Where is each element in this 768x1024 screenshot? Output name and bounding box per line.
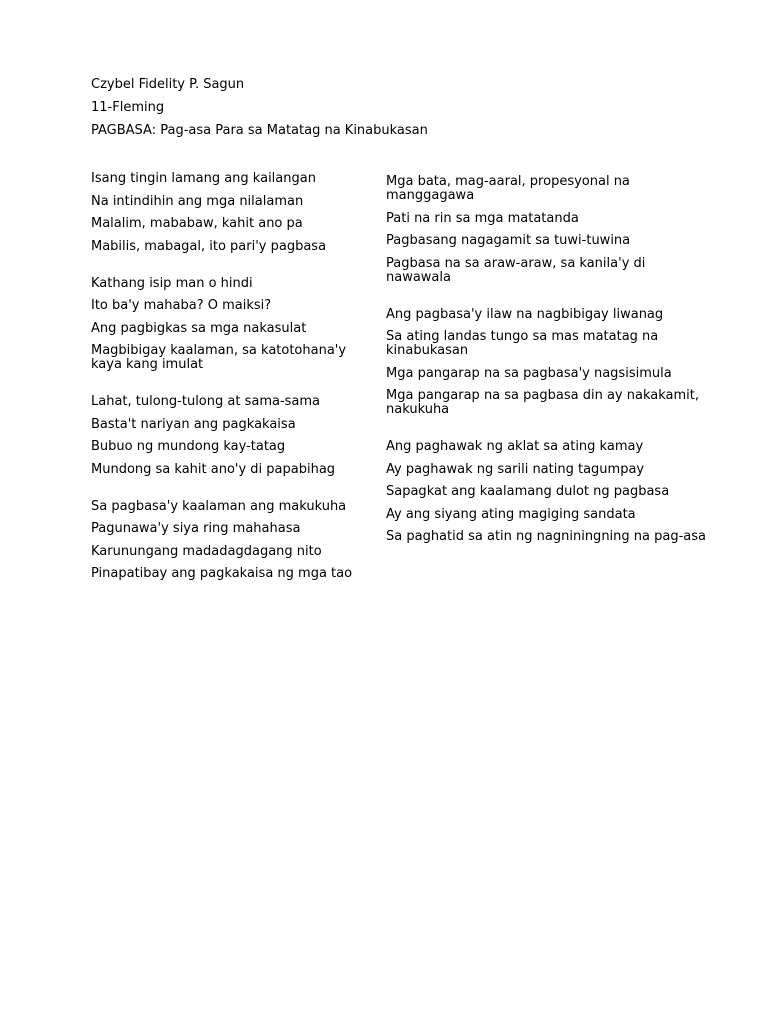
poem-line: Kathang isip man o hindi [91, 275, 253, 291]
poem-left-column [91, 172, 366, 604]
poem-title: PAGBASA: Pag-asa Para sa Matatag na Kinabukasan [91, 123, 428, 138]
poem-line: Magbibigay kaalaman, sa katotohana'y kaya kang imulat [91, 343, 347, 372]
stanza [386, 308, 706, 418]
document-header [91, 77, 691, 146]
stanza [386, 175, 706, 285]
author-name: Czybel Fidelity P. Sagun [91, 77, 245, 92]
poem-line: Malalim, mababaw, kahit ano pa [91, 216, 303, 231]
poem-line: Mundong sa kahit ano'y di papabihag [91, 461, 336, 477]
poem-right-column [386, 175, 706, 567]
poem-line: Ay ang siyang ating magiging sandata [386, 506, 636, 522]
poem-line: Bubuo ng mundong kay-tatag [91, 439, 286, 454]
stanza [91, 277, 366, 373]
poem-line: Karunungang madadagdagang nito [91, 543, 322, 559]
poem-line: Mga bata, mag-aaral, propesyonal na manggagawa [386, 174, 630, 203]
poem-line: Sa ating landas tungo sa mas matatag na kinabukasan [386, 329, 659, 358]
poem-line: Na intindihin ang mga nilalaman [91, 193, 304, 209]
poem-line: Pagbasa na sa araw-araw, sa kanila'y di nawawala [386, 255, 646, 285]
poem-line: Pagbasang nagagamit sa tuwi-tuwina [386, 233, 631, 248]
poem-line: Sa pagbasa'y kaalaman ang makukuha [91, 498, 347, 514]
stanza [91, 172, 366, 254]
poem-line: Lahat, tulong-tulong at sama-sama [91, 394, 321, 409]
stanza [91, 395, 366, 477]
poem-line: Pati na rin sa mga matatanda [386, 210, 579, 226]
poem-line: Ang pagbasa'y ilaw na nagbibigay liwanag [386, 306, 664, 322]
poem-line: Isang tingin lamang ang kailangan [91, 171, 316, 186]
poem-line: Ito ba'y mahaba? O maiksi? [91, 298, 272, 313]
class-section: 11-Fleming [91, 100, 165, 115]
stanza [91, 500, 366, 582]
stanza [386, 440, 706, 544]
poem-line: Basta't nariyan ang pagkakaisa [91, 416, 296, 432]
poem-line: Sa paghatid sa atin ng nagniningning na pag-asa [386, 529, 706, 544]
poem-line: Ay paghawak ng sarili nating tagumpay [386, 461, 645, 477]
poem-line: Sapagkat ang kaalamang dulot ng pagbasa [386, 484, 670, 499]
poem-line: Pinapatibay ang pagkakaisa ng mga tao [91, 566, 353, 581]
poem-line: Pagunawa'y siya ring mahahasa [91, 521, 301, 536]
poem-line: Mabilis, mabagal, ito pari'y pagbasa [91, 238, 327, 254]
poem-line: Ang pagbigkas sa mga nakasulat [91, 320, 307, 336]
poem-line: Mga pangarap na sa pagbasa'y nagsisimula [386, 365, 672, 381]
poem-line: Ang paghawak ng aklat sa ating kamay [386, 439, 644, 454]
poem-line: Mga pangarap na sa pagbasa din ay nakakamit, nakukuha [386, 388, 699, 417]
